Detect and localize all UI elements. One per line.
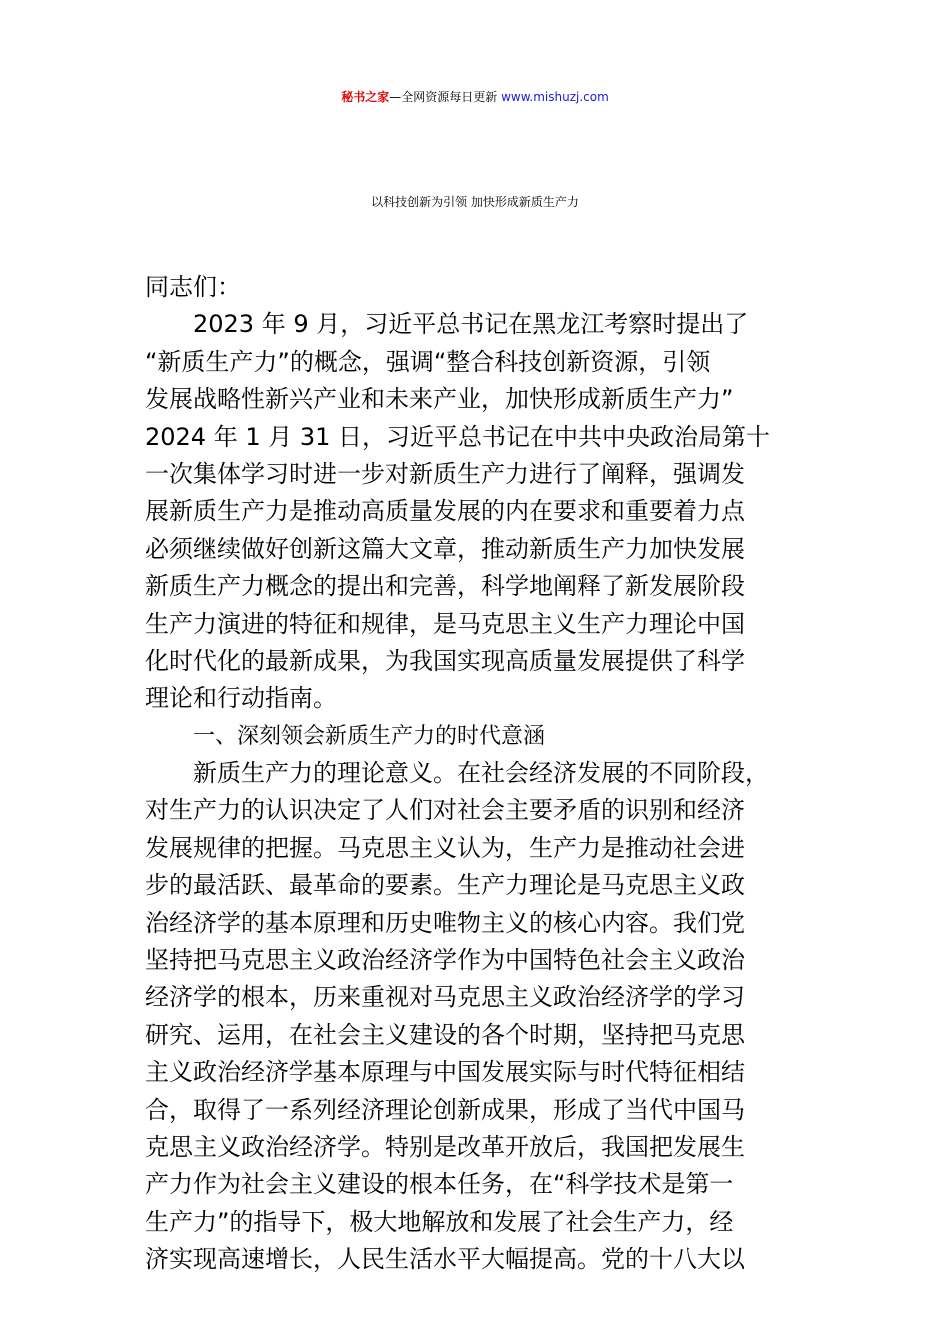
paragraph-line: 坚持把马克思主义政治经济学作为中国特色社会主义政治 xyxy=(145,946,745,975)
brand-name: 秘书之家 xyxy=(341,90,390,104)
paragraph-line: 合，取得了一系列经济理论创新成果，形成了当代中国马 xyxy=(145,1095,745,1124)
paragraph-line: 发展战略性新兴产业和未来产业，加快形成新质生产力” xyxy=(145,385,734,414)
site-url-link[interactable]: www.mishuzj.com xyxy=(501,90,609,104)
paragraph-line: 主义政治经济学基本原理与中国发展实际与时代特征相结 xyxy=(145,1058,745,1087)
paragraph-line: 经济学的根本，历来重视对马克思主义政治经济学的学习 xyxy=(145,983,745,1012)
paragraph-line: 治经济学的基本原理和历史唯物主义的核心内容。我们党 xyxy=(145,908,745,937)
paragraph-line: 步的最活跃、最革命的要素。生产力理论是马克思主义政 xyxy=(145,871,745,900)
greeting: 同志们： xyxy=(145,273,241,301)
paragraph-line: 对生产力的认识决定了人们对社会主要矛盾的识别和经济 xyxy=(145,796,745,825)
paragraph-line: 新质生产力概念的提出和完善，科学地阐释了新发展阶段 xyxy=(145,572,745,601)
paragraph-line: 2024 年 1 月 31 日，习近平总书记在中共中央政治局第十 xyxy=(145,422,771,451)
paragraph-line: 必须继续做好创新这篇大文章，推动新质生产力加快发展 xyxy=(145,534,745,563)
paragraph-line: 展新质生产力是推动高质量发展的内在要求和重要着力点 xyxy=(145,497,745,526)
paragraph-line: 2023 年 9 月，习近平总书记在黑龙江考察时提出了 xyxy=(193,310,749,339)
site-header xyxy=(0,80,950,114)
section-heading: 一、深刻领会新质生产力的时代意涵 xyxy=(193,723,546,749)
paragraph-line: 生产力”的指导下，极大地解放和发展了社会生产力，经 xyxy=(145,1207,734,1236)
paragraph-line: 研究、运用，在社会主义建设的各个时期，坚持把马克思 xyxy=(145,1020,745,1049)
document-body xyxy=(145,269,825,1279)
paragraph-line: 济实现高速增长，人民生活水平大幅提高。党的十八大以 xyxy=(145,1245,745,1274)
paragraph-line: 一次集体学习时进一步对新质生产力进行了阐释，强调发 xyxy=(145,459,745,488)
paragraph-line: “新质生产力”的概念，强调“整合科技创新资源，引领 xyxy=(145,347,711,376)
paragraph-line: 新质生产力的理论意义。在社会经济发展的不同阶段， xyxy=(193,759,769,788)
paragraph-line: 化时代化的最新成果，为我国实现高质量发展提供了科学 xyxy=(145,646,745,675)
site-slogan: —全网资源每日更新 xyxy=(389,90,502,104)
paragraph-line: 发展规律的把握。马克思主义认为，生产力是推动社会进 xyxy=(145,833,745,862)
document-title: 以科技创新为引领 加快形成新质生产力 xyxy=(371,195,579,209)
paragraph-line: 克思主义政治经济学。特别是改革开放后，我国把发展生 xyxy=(145,1132,745,1161)
paragraph-line: 理论和行动指南。 xyxy=(145,684,337,713)
paragraph-line: 产力作为社会主义建设的根本任务，在“科学技术是第一 xyxy=(145,1170,734,1199)
paragraph-line: 生产力演进的特征和规律，是马克思主义生产力理论中国 xyxy=(145,609,745,638)
